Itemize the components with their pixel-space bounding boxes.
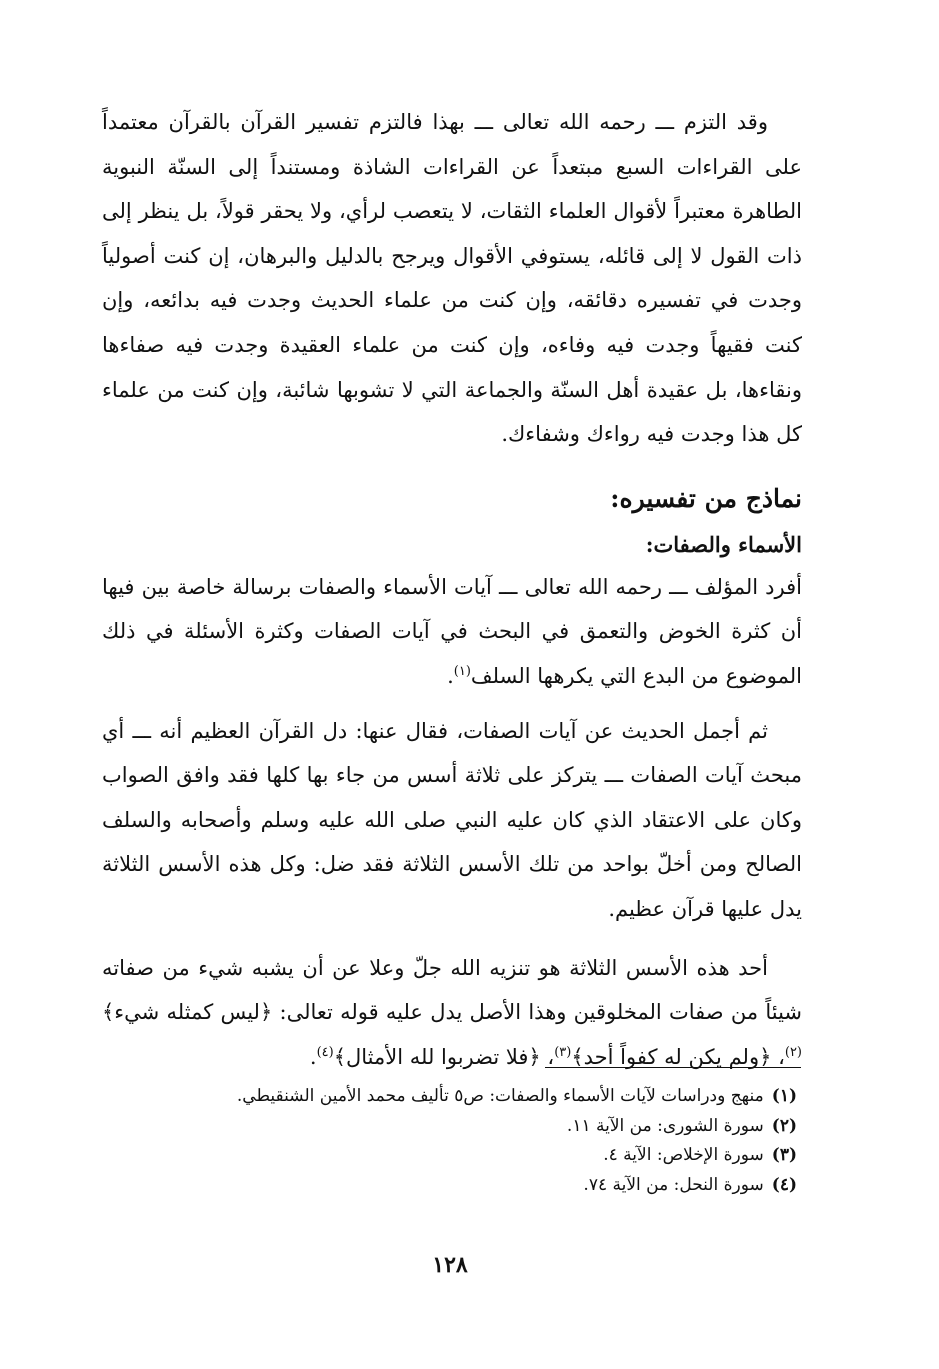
footnote-ref: (٢) [784, 1044, 802, 1060]
footnote-item [102, 1141, 797, 1171]
footnote-number: (٣) [771, 1145, 797, 1165]
footnote-number: (١) [771, 1086, 797, 1106]
footnotes [102, 1082, 797, 1200]
footnote-ref: (٣) [554, 1044, 572, 1060]
paragraph-text: ، ﴿ولم يكن له كفواً أحد﴾ [571, 1044, 785, 1069]
page-number: ١٢٨ [432, 1252, 468, 1278]
paragraph-end: . [309, 1044, 317, 1069]
footnote-item [102, 1112, 797, 1142]
footnote-number: (٢) [771, 1115, 797, 1136]
footnote-item [102, 1171, 797, 1201]
paragraph-names-attributes [102, 565, 802, 699]
main-text [102, 100, 802, 1079]
paragraph-text: ، ﴿فلا تضربوا لله الأمثال﴾ [333, 1044, 555, 1069]
footnote-number: (٤) [771, 1174, 797, 1195]
footnote-text: سورة الشورى: من الآية ١١. [566, 1115, 764, 1136]
sub-heading: الأسماء والصفات: [645, 531, 802, 557]
footnote-ref: (١) [453, 663, 471, 679]
paragraph-three-foundations: ثم أجمل الحديث عن آيات الصفات، فقال عنها: دل القرآن العظيم أنه ـــ أي مبحث آيات الصفات ـــ يتركز على ثلاثة أسس من جاء بها كلها فقد وافق الصواب وكان على الاعتقاد الذي كان عليه النبي صلى الله عليه وسلم وأصحابه والسلف الصالح ومن أخلّ بواحد من تلك الأسس الثلاثة فقد ضل: وكل هذه الأسس الثلاثة يدل عليها قرآن عظيم. [102, 718, 802, 921]
section-heading: نماذج من تفسيره: [610, 483, 802, 513]
footnote-text: سورة الإخلاص: الآية ٤. [603, 1145, 764, 1165]
footnote-item [102, 1082, 797, 1112]
paragraph-end: . [447, 663, 454, 688]
paragraph-text: أحد هذه الأسس الثلاثة هو تنزيه الله جلّ وعلا عن أن يشبه شيء من صفاته شيئاً من صفات المخلوقين وهذا الأصل يدل عليه قوله تعالى: ﴿ليس كمثله شيء﴾ [102, 955, 802, 1025]
footnote-divider [545, 1067, 801, 1068]
footnote-text: سورة النحل: من الآية ٧٤. [583, 1174, 764, 1195]
paragraph-text: أفرد المؤلف ـــ رحمه الله تعالى ـــ آيات الأسماء والصفات برسالة خاصة بين فيها أن كثرة الخوض والتعمق في البحث في آيات الصفات وكثرة الأسئلة في ذلك الموضوع من البدع التي يكرهها السلف [102, 574, 802, 688]
paragraph-intro: وقد التزم ـــ رحمه الله تعالى ـــ بهذا فالتزم تفسير القرآن بالقرآن معتمداً على القراءات السبع مبتعداً عن القراءات الشاذة ومستنداً إلى السنّة النبوية الطاهرة معتبراً لأقوال العلماء الثقات، لا يتعصب لرأي، ولا يحقر قولاً، بل ينظر إلى ذات القول لا إلى قائله، يستوفي الأقوال ويرجح بالدليل والبرهان، إن كنت أصولياً وجدت في تفسيره دقائقه، وإن كنت من علماء الحديث وجدت فيه بدائعه، وإن كنت فقيهاً وجدت فيه وفاءه، وإن كنت من علماء العقيدة وجدت فيه صفاءها ونقاءها، بل عقيدة أهل السنّة والجماعة التي لا تشوبها شائبة، وإن كنت من علماء كل هذا وجدت فيه رواءك وشفاءك. [102, 110, 802, 447]
footnote-text: منهج ودراسات لآيات الأسماء والصفات: ص٥ تأليف محمد الأمين الشنقيطي. [236, 1086, 764, 1106]
footnote-ref: (٤) [316, 1044, 334, 1060]
paragraph-first-foundation [102, 946, 802, 1080]
